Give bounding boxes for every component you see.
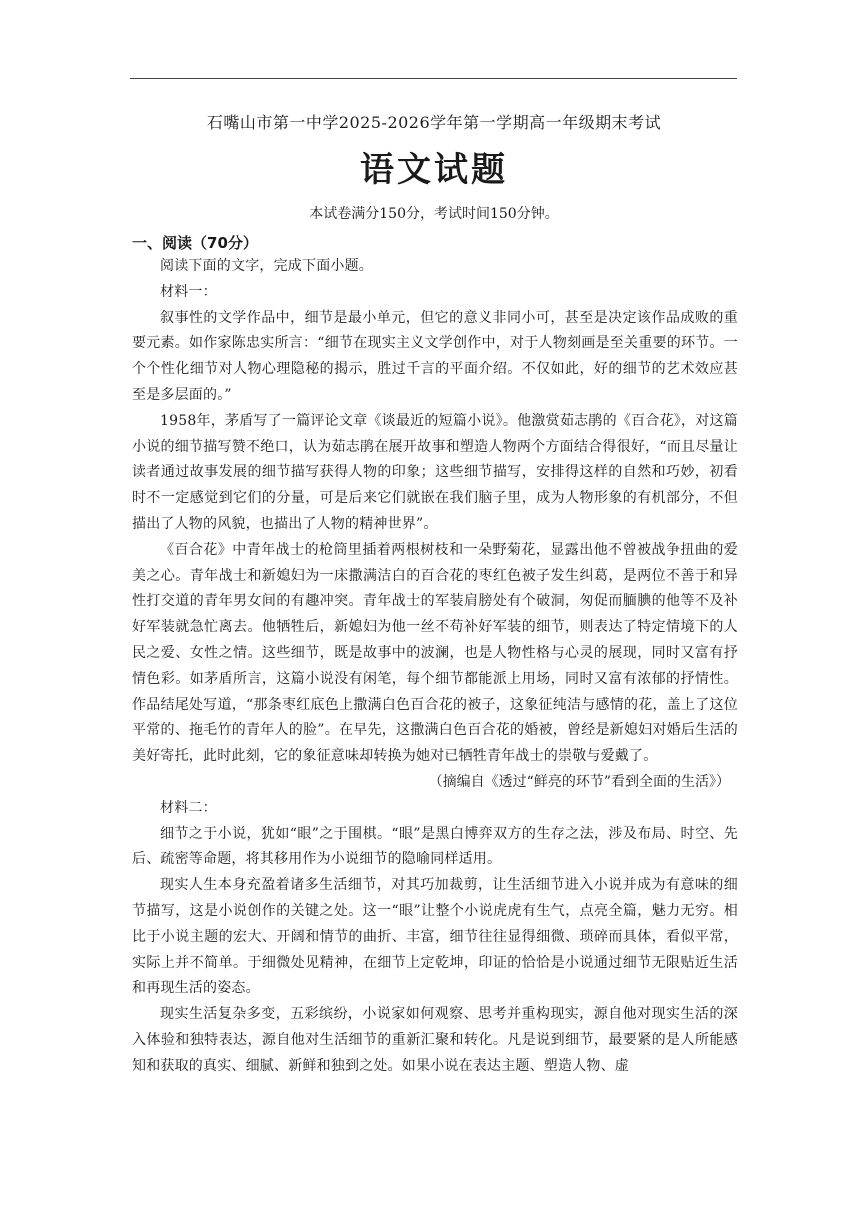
instruction: 阅读下面的文字，完成下面小题。 [160, 258, 373, 274]
material1-source: （摘编自《透过“鲜亮的环节”看到全面的生活》） [428, 773, 730, 790]
reading-body [132, 254, 738, 1080]
school-exam-line: 石嘴山市第一中学2025-2026学年第一学期高一年级期末考试 [206, 113, 662, 132]
material2-label: 材料二： [160, 799, 217, 816]
exam-info: 本试卷满分150分，考试时间150分钟。 [309, 206, 559, 222]
material2-paragraph: 现实人生本身充盈着诸多生活细节，对其巧加裁剪，让生活细节进入小说并成为有意味的细节描写，这是小说创作的关键之处。这一“眼”让整个小说虎虎有生气，点亮全篇，魅力无穷。相比于小说主题的宏大、开阔和情节的曲折、丰富，细节往往显得细微、琐碎而具体，看似平常，实际上并不简单。于细微处见精神，在细节上定乾坤，印证的恰恰是小说通过细节无限贴近生活和再现生活的姿态。 [132, 877, 738, 997]
material1-paragraph: 1958年，茅盾写了一篇评论文章《谈最近的短篇小说》。他激赏茹志鹃的《百合花》，对这篇小说的细节描写赞不绝口，认为茹志鹃在展开故事和塑造人物两个方面结合得很好，“而且尽量让读者通过故事发展的细节描写获得人物的印象；这些细节描写，安排得这样的自然和巧妙，初看时不一定感觉到它们的分量，可是后来它们就嵌在我们脑子里，成为人物形象的有机部分，不但描出了人物的风貌，也描出了人物的精神世界”。 [132, 412, 738, 532]
page-title: 语文试题 [360, 150, 508, 190]
material2-paragraph: 细节之于小说，犹如“眼”之于围棋。“眼”是黑白博弈双方的生存之法，涉及布局、时空、先后、疏密等命题，将其移用作为小说细节的隐喻同样适用。 [132, 825, 738, 868]
material1-label: 材料一： [160, 283, 217, 300]
section-heading: 一、阅读（70分） [132, 234, 258, 252]
material2-paragraph: 现实生活复杂多变，五彩缤纷，小说家如何观察、思考并重构现实，源自他对现实生活的深入体验和独特表达，源自他对生活细节的重新汇聚和转化。凡是说到细节，最要紧的是人所能感知和获取的真实、细腻、新鲜和独到之处。如果小说在表达主题、塑造人物、虚 [132, 1006, 738, 1074]
header-rule [130, 78, 737, 79]
material1-paragraph: 《百合花》中青年战士的枪筒里插着两根树枝和一朵野菊花，显露出他不曾被战争扭曲的爱美之心。青年战士和新媳妇为一床撒满洁白的百合花的枣红色被子发生纠葛，是两位不善于和异性打交道的青年男女间的有趣冲突。青年战士的军装肩膀处有个破洞，匆促而腼腆的他等不及补好军装就急忙离去。他牺牲后，新媳妇为他一丝不苟补好军装的细节，则表达了特定情境下的人民之爱、女性之情。这些细节，既是故事中的波澜，也是人物性格与心灵的展现，同时又富有抒情色彩。如茅盾所言，这篇小说没有闲笔，每个细节都能派上用场，同时又富有浓郁的抒情性。作品结尾处写道，“那条枣红底色上撒满白色百合花的被子，这象征纯洁与感情的花，盖上了这位平常的、拖毛竹的青年人的脸”。在早先，这撒满白色百合花的婚被，曾经是新媳妇对婚后生活的美好寄托，此时此刻，它的象征意味却转换为她对已牺牲青年战士的崇敬与爱戴了。 [132, 541, 738, 765]
material1-paragraph: 叙事性的文学作品中，细节是最小单元，但它的意义非同小可，甚至是决定该作品成败的重要元素。如作家陈忠实所言：“细节在现实主义文学创作中，对于人物刻画是至关重要的环节。一个个性化细节对人物心理隐秘的揭示，胜过千言的平面介绍。不仅如此，好的细节的艺术效应甚至是多层面的。” [132, 309, 738, 403]
